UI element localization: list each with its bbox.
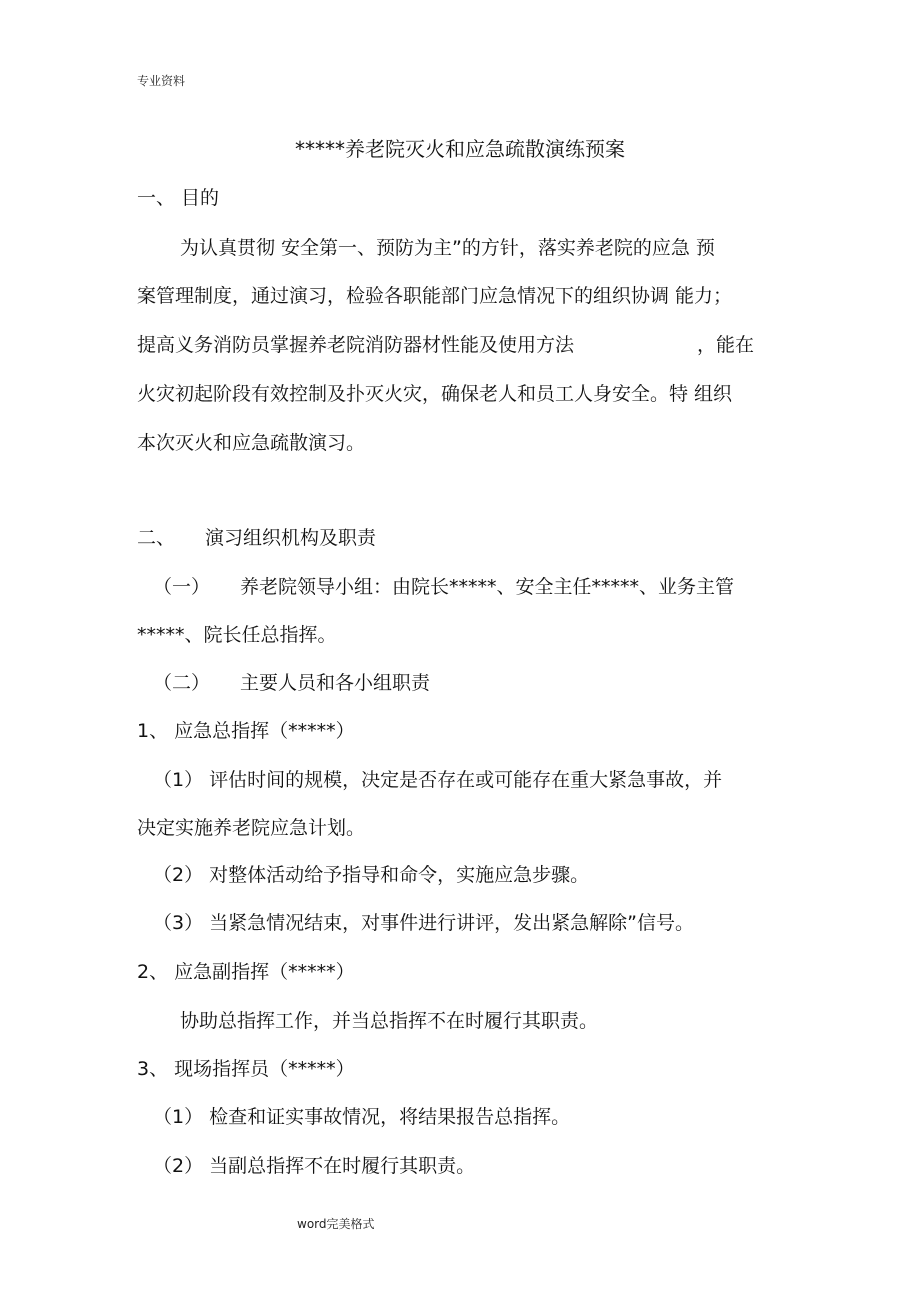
section-2-number: 二、 [137,527,176,549]
role-3-heading: 3、 现场指挥员（*****） [137,1058,355,1080]
section-1-line-4: 火灾初起阶段有效控制及扑灭火灾，确保老人和员工人身安全。特 组织 [137,383,733,405]
section-1-line-5: 本次灭火和应急疏散演习。 [137,432,366,454]
section-1-line-3: 提高义务消防员掌握养老院消防器材性能及使用方法 [137,334,575,356]
page-footer: word完美格式 [297,1217,375,1231]
document-title: *****养老院灭火和应急疏散演练预案 [295,137,625,161]
role-1-item-1: （1） 评估时间的规模，决定是否存在或可能存在重大紧急事故，并 [153,769,723,791]
subsection-1-continuation: *****、院长任总指挥。 [137,624,337,646]
section-1-line-2: 案管理制度，通过演习，检验各职能部门应急情况下的组织协调 能力； [137,285,733,307]
subsection-2-text: 主要人员和各小组职责 [240,672,431,694]
role-2-heading: 2、 应急副指挥（*****） [137,961,355,983]
role-1-heading: 1、 应急总指挥（*****） [137,720,355,742]
role-1-item-2: （2） 对整体活动给予指导和命令，实施应急步骤。 [153,864,590,886]
section-1-heading: 一、 目的 [137,187,220,209]
role-2-item-1: 协助总指挥工作，并当总指挥不在时履行其职责。 [180,1010,599,1032]
role-1-item-1-continuation: 决定实施养老院应急计划。 [137,817,366,839]
subsection-1-number: （一） [153,576,211,598]
subsection-2-number: （二） [153,672,211,694]
role-3-item-1: （1） 检查和证实事故情况，将结果报告总指挥。 [153,1106,571,1128]
section-1-line-3-tail: ，能在 [697,334,755,356]
subsection-1-text: 养老院领导小组：由院长*****、安全主任*****、业务主管 [240,576,735,598]
role-3-item-2: （2） 当副总指挥不在时履行其职责。 [153,1155,476,1177]
section-2-heading: 演习组织机构及职责 [205,527,377,549]
role-1-item-3: （3） 当紧急情况结束，对事件进行讲评，发出紧急解除”信号。 [153,912,694,934]
section-1-line-1: 为认真贯彻 安全第一、预防为主”的方针，落实养老院的应急 预 [180,237,715,259]
page-header: 专业资料 [137,74,186,88]
